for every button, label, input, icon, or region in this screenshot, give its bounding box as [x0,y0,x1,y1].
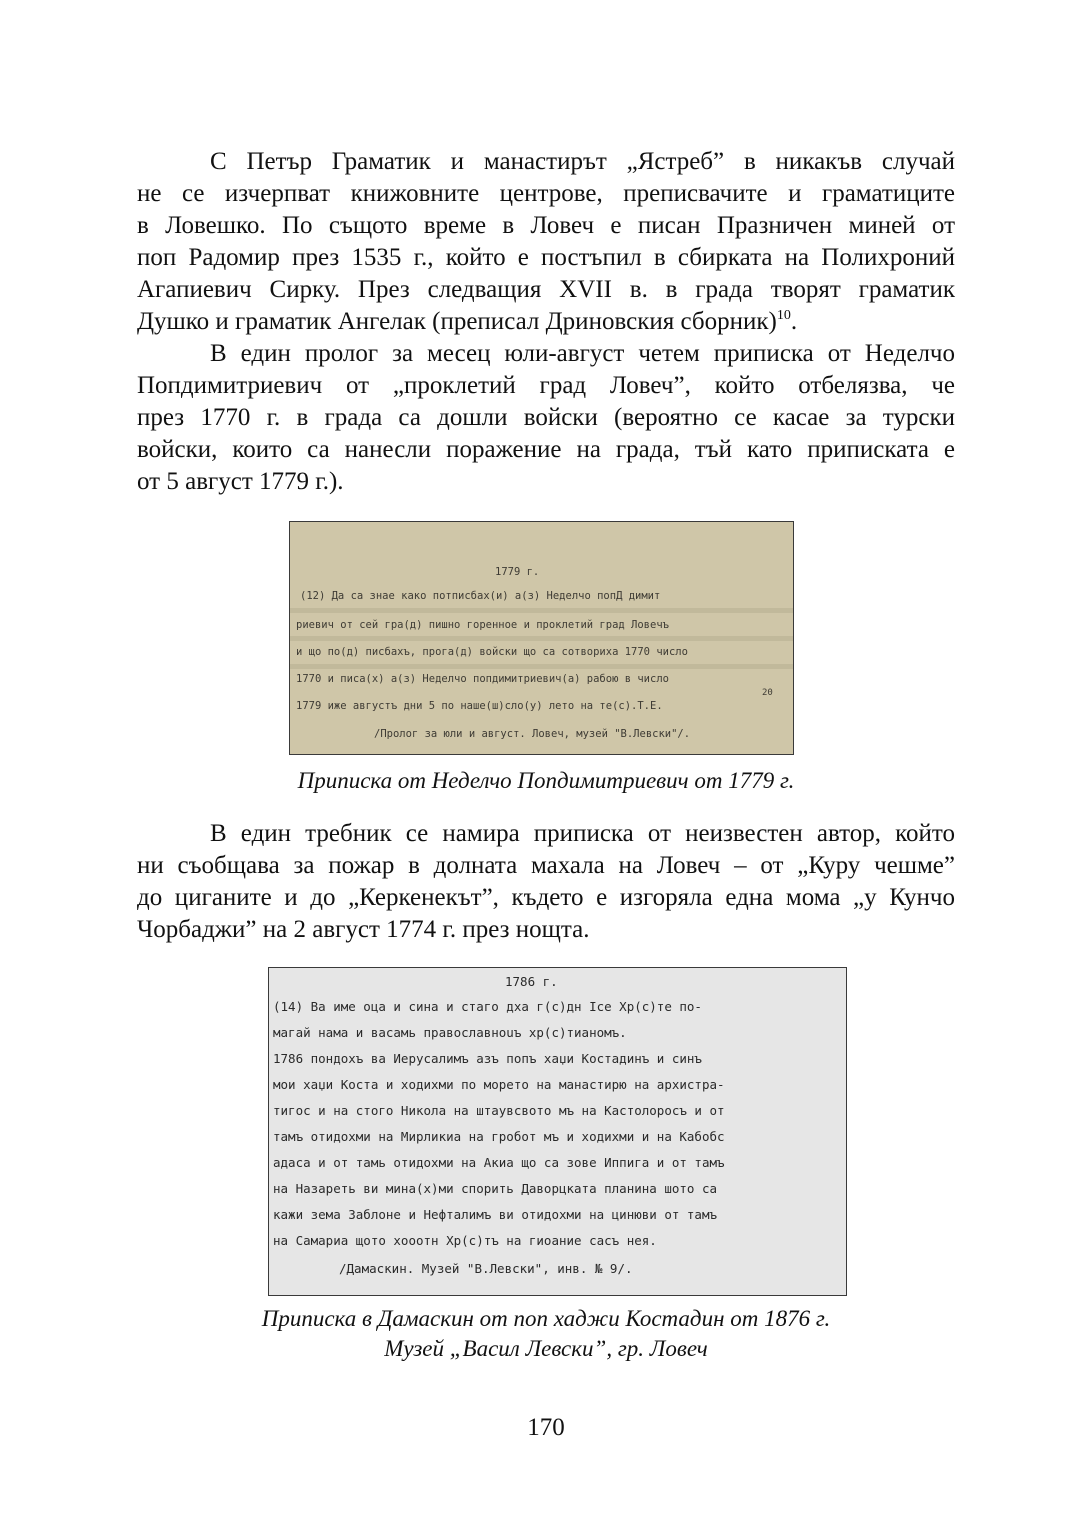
paragraph-line: в Ловешко. По същото време в Ловеч е писан Празничен миней от [137,212,955,239]
scan-text-line: 1786 пондохъ ва Иерусалимъ азъ попъ хаџи Костадинъ и синъ [273,1051,702,1066]
scan-text-line: 1779 г. [495,566,540,578]
scan-text-line: адаса и от тамь отидохми на Акиа що са зове Иппига и от тамъ [273,1155,725,1170]
paragraph-line: С Петър Граматик и манастирът „Ястреб” в никакъв случай [210,148,955,175]
scan-text-line: мои хаџи Коста и ходихми по морето на манастирю на архистра- [273,1077,725,1092]
scan-text-line: 1779 иже августъ дни 5 по наше(ш)сло(у) лето на те(с).Т.Е. [296,700,663,712]
scan-text-line: тигос и на стого Никола на штаувсвото мъ на Кастолоросъ и от [273,1103,725,1118]
paragraph-line: войски, които са нанесли поражение на града, тъй като приписката е [137,436,955,463]
paragraph-line: В един требник се намира приписка от неизвестен автор, който [210,820,955,847]
scan-text-line: на Назареть ви мина(х)ми спорить Даворцката планина шото са [273,1181,718,1196]
paragraph-line: от 5 август 1779 г.). [137,468,344,495]
scan-text-line: кажи зема Заблоне и Нефталимъ ви отидохми на цинюви от тамъ [273,1207,718,1222]
paragraph-line: през 1770 г. в града са дошли войски (вероятно се касае за турски [137,404,955,431]
paragraph-3 [137,818,955,946]
paragraph-line: Чорбаджи” на 2 август 1774 г. през нощта. [137,916,590,943]
scan-text-line: (14) Ва име оца и сина и стаго дха г(с)дн Ісе Хр(с)те по- [273,999,702,1014]
scan-text-line: /Дамаскин. Музей "В.Левски", инв. № 9/. [339,1261,633,1276]
paragraph-line: Попдимитриевич от „проклетий град Ловеч”, който отбелязва, че [137,372,955,399]
scan-image-1786 [268,967,847,1296]
paragraph-line: Душко и граматик Ангелак (преписал Дриновския сборник)$^{10}$. [137,308,798,335]
scan-text-line: /Пролог за юли и август. Ловеч, музей "В.Левски"/. [374,728,691,740]
scan-image-1779 [289,521,794,755]
scan-text-line: на Самариа щото хооотн Хр(с)тъ на гиоание сасъ нея. [273,1233,657,1248]
caption-line: Приписка в Дамаскин от поп хаджи Костадин от 1876 г. [261,1306,831,1331]
footnote-ref: 10 [776,308,791,323]
paragraph-line: до циганите и до „Керкенекът”, където е изгоряла една мома „у Кунчо [137,884,955,911]
figure-caption-2 [137,1304,955,1364]
figure-caption-1: Приписка от Неделчо Попдимитриевич от 1779 г. [297,768,795,793]
paragraph-2 [137,338,955,498]
scan-footnote-mark: 20 [762,688,773,698]
paragraph-line: не се изчерпват книжовните центрове, преписвачите и граматиците [137,180,955,207]
scan-text-line: 1786 г. [505,974,558,989]
scan-text-line: и що по(д) писбахъ, прога(д) войски що са сотвориха 1770 число [296,646,688,658]
scan-text-line: 1770 и писа(х) а(з) Неделчо попдимитриевич(а) рабою в число [296,673,669,685]
paragraph-line: В един пролог за месец юли-август четем приписка от Неделчо [210,340,955,367]
page-number: 170 [527,1414,565,1441]
caption-line: Музей „Васил Левски”, гр. Ловеч [384,1336,708,1361]
paragraph-line: поп Радомир през 1535 г., който е постъпил в сбирката на Полихроний [137,244,955,271]
scan-text-line: риевич от сей гра(д) пишно горенное и проклетий град Ловечъ [296,619,669,631]
scan-text-line: магай нама и васамь православноuъ хр(с)тианомъ. [273,1025,627,1040]
scan-text-line: тамъ отидохми на Мирликиа на гробот мъ и ходихми и на Кабобс [273,1129,725,1144]
paragraph-line: ни съобщава за пожар в долната махала на Ловеч – от „Куру чешме” [137,852,955,879]
paragraph-1 [137,146,955,338]
scan-text-line: (12) Да са знае како потписбах(и) а(з) Неделчо попД димит [300,590,661,602]
paragraph-line: Агапиевич Сирку. През следващия XVII в. в града творят граматик [137,276,955,303]
